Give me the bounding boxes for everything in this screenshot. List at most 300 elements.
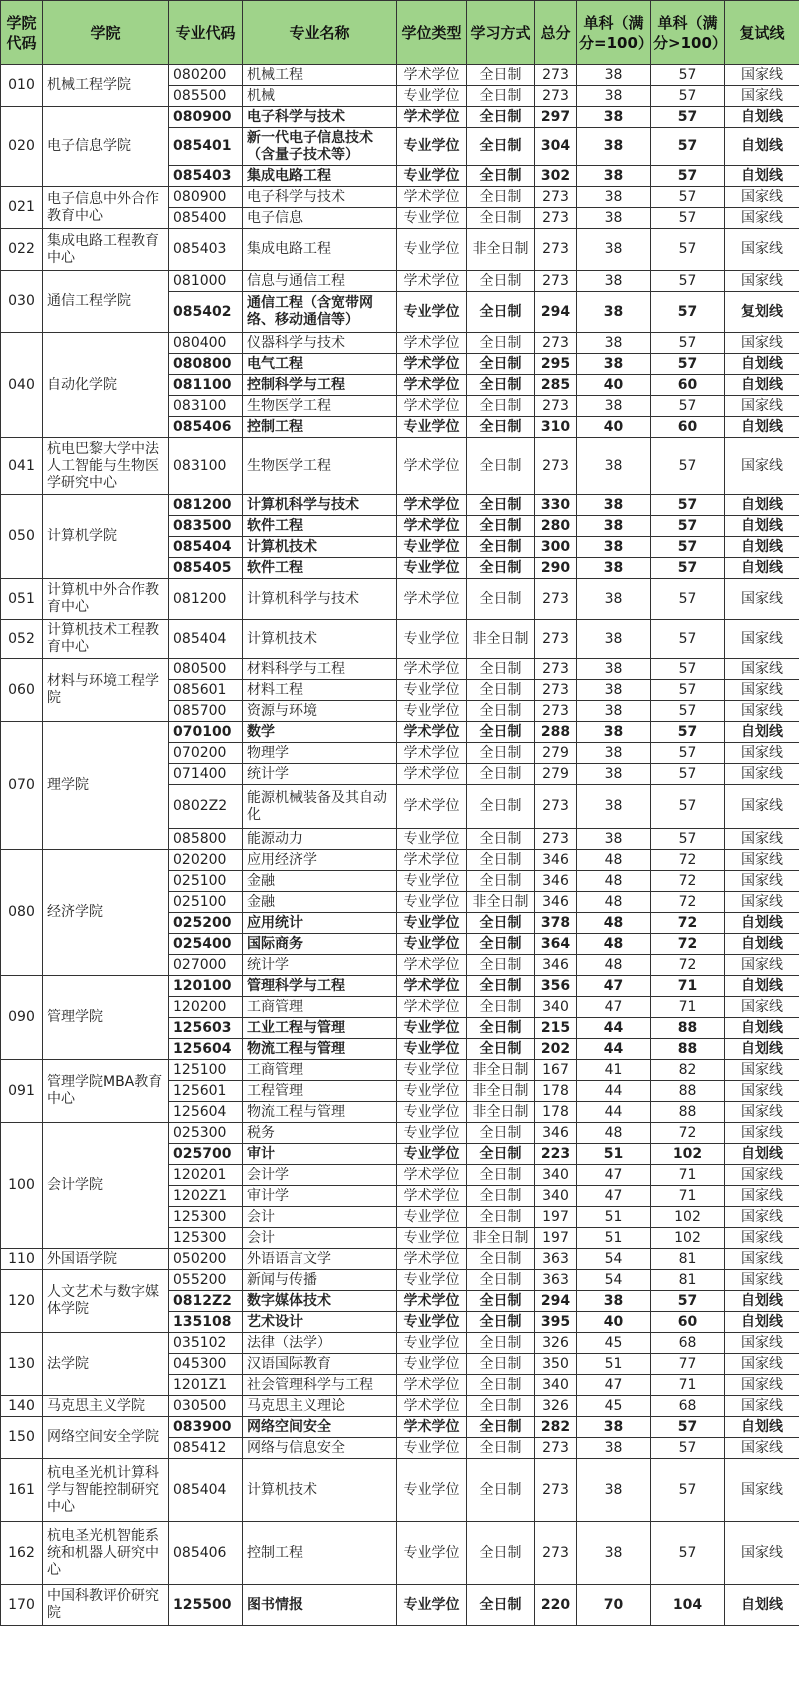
major-code-cell: 025400 xyxy=(169,934,243,955)
total-score-cell: 178 xyxy=(535,1081,577,1102)
single-100-cell: 51 xyxy=(577,1144,651,1165)
degree-type-cell: 学术学位 xyxy=(397,722,467,743)
major-code-cell: 025200 xyxy=(169,913,243,934)
study-mode-cell: 非全日制 xyxy=(467,620,535,659)
retest-line-cell: 国家线 xyxy=(725,892,799,913)
single-100-cell: 44 xyxy=(577,1039,651,1060)
degree-type-cell: 专业学位 xyxy=(397,620,467,659)
college-code-cell: 170 xyxy=(1,1585,43,1626)
degree-type-cell: 专业学位 xyxy=(397,208,467,229)
degree-type-cell: 专业学位 xyxy=(397,166,467,187)
degree-type-cell: 专业学位 xyxy=(397,829,467,850)
major-code-cell: 1202Z1 xyxy=(169,1186,243,1207)
major-code-cell: 083100 xyxy=(169,438,243,495)
major-code-cell: 125100 xyxy=(169,1060,243,1081)
single-over100-cell: 72 xyxy=(651,1123,725,1144)
table-row xyxy=(1,333,799,354)
study-mode-cell: 全日制 xyxy=(467,1018,535,1039)
retest-line-cell: 国家线 xyxy=(725,1354,799,1375)
table-row xyxy=(1,579,799,620)
major-code-cell: 055200 xyxy=(169,1270,243,1291)
single-100-cell: 54 xyxy=(577,1270,651,1291)
total-score-cell: 273 xyxy=(535,579,577,620)
header-degree-type: 学位类型 xyxy=(397,1,467,65)
single-100-cell: 48 xyxy=(577,1123,651,1144)
single-100-cell: 38 xyxy=(577,1417,651,1438)
total-score-cell: 273 xyxy=(535,229,577,271)
total-score-cell: 282 xyxy=(535,1417,577,1438)
college-code-cell: 020 xyxy=(1,107,43,187)
total-score-cell: 273 xyxy=(535,208,577,229)
total-score-cell: 364 xyxy=(535,934,577,955)
college-name-cell: 网络空间安全学院 xyxy=(43,1417,169,1459)
retest-line-cell: 国家线 xyxy=(725,438,799,495)
major-code-cell: 081200 xyxy=(169,579,243,620)
major-name-cell: 物流工程与管理 xyxy=(243,1102,397,1123)
degree-type-cell: 学术学位 xyxy=(397,396,467,417)
study-mode-cell: 全日制 xyxy=(467,187,535,208)
retest-line-cell: 自划线 xyxy=(725,107,799,128)
degree-type-cell: 专业学位 xyxy=(397,229,467,271)
total-score-cell: 273 xyxy=(535,396,577,417)
header-retest-line: 复试线 xyxy=(725,1,799,65)
total-score-cell: 167 xyxy=(535,1060,577,1081)
retest-line-cell: 国家线 xyxy=(725,1522,799,1585)
major-name-cell: 集成电路工程 xyxy=(243,166,397,187)
major-code-cell: 020200 xyxy=(169,850,243,871)
total-score-cell: 197 xyxy=(535,1228,577,1249)
major-code-cell: 085401 xyxy=(169,128,243,166)
major-name-cell: 集成电路工程 xyxy=(243,229,397,271)
major-code-cell: 083900 xyxy=(169,1417,243,1438)
study-mode-cell: 全日制 xyxy=(467,1396,535,1417)
major-code-cell: 125604 xyxy=(169,1039,243,1060)
degree-type-cell: 专业学位 xyxy=(397,1333,467,1354)
single-over100-cell: 57 xyxy=(651,680,725,701)
single-100-cell: 38 xyxy=(577,128,651,166)
total-score-cell: 326 xyxy=(535,1333,577,1354)
retest-line-cell: 国家线 xyxy=(725,785,799,829)
total-score-cell: 356 xyxy=(535,976,577,997)
single-over100-cell: 57 xyxy=(651,128,725,166)
study-mode-cell: 全日制 xyxy=(467,1123,535,1144)
single-100-cell: 40 xyxy=(577,1312,651,1333)
single-100-cell: 38 xyxy=(577,558,651,579)
retest-line-cell: 自划线 xyxy=(725,1291,799,1312)
study-mode-cell: 全日制 xyxy=(467,292,535,333)
table-row xyxy=(1,438,799,495)
retest-line-cell: 国家线 xyxy=(725,955,799,976)
study-mode-cell: 全日制 xyxy=(467,997,535,1018)
college-name-cell: 人文艺术与数字媒体学院 xyxy=(43,1270,169,1333)
major-code-cell: 125601 xyxy=(169,1081,243,1102)
single-over100-cell: 57 xyxy=(651,764,725,785)
single-over100-cell: 71 xyxy=(651,1375,725,1396)
header-major-code: 专业代码 xyxy=(169,1,243,65)
major-code-cell: 085412 xyxy=(169,1438,243,1459)
total-score-cell: 215 xyxy=(535,1018,577,1039)
single-100-cell: 38 xyxy=(577,743,651,764)
major-name-cell: 会计 xyxy=(243,1207,397,1228)
total-score-cell: 340 xyxy=(535,1375,577,1396)
study-mode-cell: 全日制 xyxy=(467,354,535,375)
retest-line-cell: 国家线 xyxy=(725,1333,799,1354)
total-score-cell: 346 xyxy=(535,1123,577,1144)
retest-line-cell: 国家线 xyxy=(725,1375,799,1396)
total-score-cell: 273 xyxy=(535,271,577,292)
study-mode-cell: 全日制 xyxy=(467,955,535,976)
single-100-cell: 38 xyxy=(577,65,651,86)
study-mode-cell: 全日制 xyxy=(467,65,535,86)
college-name-cell: 计算机中外合作教育中心 xyxy=(43,579,169,620)
header-major-name: 专业名称 xyxy=(243,1,397,65)
major-code-cell: 125603 xyxy=(169,1018,243,1039)
degree-type-cell: 专业学位 xyxy=(397,934,467,955)
total-score-cell: 178 xyxy=(535,1102,577,1123)
retest-line-cell: 国家线 xyxy=(725,208,799,229)
degree-type-cell: 学术学位 xyxy=(397,1375,467,1396)
study-mode-cell: 全日制 xyxy=(467,333,535,354)
header-single-over100: 单科（满分>100） xyxy=(651,1,725,65)
major-code-cell: 085403 xyxy=(169,166,243,187)
total-score-cell: 346 xyxy=(535,892,577,913)
single-over100-cell: 88 xyxy=(651,1102,725,1123)
single-over100-cell: 57 xyxy=(651,829,725,850)
total-score-cell: 346 xyxy=(535,871,577,892)
major-name-cell: 应用统计 xyxy=(243,913,397,934)
study-mode-cell: 全日制 xyxy=(467,558,535,579)
study-mode-cell: 全日制 xyxy=(467,934,535,955)
single-over100-cell: 82 xyxy=(651,1060,725,1081)
degree-type-cell: 专业学位 xyxy=(397,1039,467,1060)
retest-line-cell: 国家线 xyxy=(725,1123,799,1144)
study-mode-cell: 非全日制 xyxy=(467,1102,535,1123)
study-mode-cell: 全日制 xyxy=(467,1354,535,1375)
table-row xyxy=(1,107,799,128)
college-code-cell: 080 xyxy=(1,850,43,976)
degree-type-cell: 专业学位 xyxy=(397,1522,467,1585)
degree-type-cell: 专业学位 xyxy=(397,1312,467,1333)
degree-type-cell: 学术学位 xyxy=(397,271,467,292)
retest-line-cell: 自划线 xyxy=(725,516,799,537)
major-name-cell: 马克思主义理论 xyxy=(243,1396,397,1417)
total-score-cell: 273 xyxy=(535,187,577,208)
college-name-cell: 理学院 xyxy=(43,722,169,850)
total-score-cell: 363 xyxy=(535,1270,577,1291)
single-100-cell: 38 xyxy=(577,516,651,537)
retest-line-cell: 自划线 xyxy=(725,1039,799,1060)
major-code-cell: 120100 xyxy=(169,976,243,997)
college-code-cell: 050 xyxy=(1,495,43,579)
college-code-cell: 100 xyxy=(1,1123,43,1249)
single-100-cell: 38 xyxy=(577,292,651,333)
single-100-cell: 38 xyxy=(577,1438,651,1459)
total-score-cell: 304 xyxy=(535,128,577,166)
major-code-cell: 080800 xyxy=(169,354,243,375)
major-name-cell: 网络空间安全 xyxy=(243,1417,397,1438)
single-over100-cell: 68 xyxy=(651,1396,725,1417)
retest-line-cell: 自划线 xyxy=(725,913,799,934)
single-over100-cell: 71 xyxy=(651,997,725,1018)
table-row xyxy=(1,1270,799,1291)
degree-type-cell: 学术学位 xyxy=(397,764,467,785)
college-code-cell: 052 xyxy=(1,620,43,659)
degree-type-cell: 学术学位 xyxy=(397,516,467,537)
major-code-cell: 125500 xyxy=(169,1585,243,1626)
college-name-cell: 马克思主义学院 xyxy=(43,1396,169,1417)
major-name-cell: 电子科学与技术 xyxy=(243,187,397,208)
study-mode-cell: 全日制 xyxy=(467,271,535,292)
total-score-cell: 285 xyxy=(535,375,577,396)
degree-type-cell: 学术学位 xyxy=(397,743,467,764)
single-over100-cell: 57 xyxy=(651,292,725,333)
single-100-cell: 38 xyxy=(577,722,651,743)
table-row xyxy=(1,659,799,680)
single-over100-cell: 88 xyxy=(651,1039,725,1060)
single-over100-cell: 57 xyxy=(651,86,725,107)
major-name-cell: 应用经济学 xyxy=(243,850,397,871)
major-name-cell: 网络与信息安全 xyxy=(243,1438,397,1459)
single-over100-cell: 102 xyxy=(651,1207,725,1228)
college-code-cell: 130 xyxy=(1,1333,43,1396)
total-score-cell: 395 xyxy=(535,1312,577,1333)
retest-line-cell: 自划线 xyxy=(725,722,799,743)
total-score-cell: 294 xyxy=(535,1291,577,1312)
retest-line-cell: 自划线 xyxy=(725,1585,799,1626)
single-over100-cell: 77 xyxy=(651,1354,725,1375)
single-100-cell: 48 xyxy=(577,871,651,892)
major-name-cell: 新一代电子信息技术（含量子技术等） xyxy=(243,128,397,166)
total-score-cell: 300 xyxy=(535,537,577,558)
single-over100-cell: 57 xyxy=(651,537,725,558)
single-over100-cell: 57 xyxy=(651,495,725,516)
study-mode-cell: 全日制 xyxy=(467,1585,535,1626)
retest-line-cell: 国家线 xyxy=(725,86,799,107)
retest-line-cell: 国家线 xyxy=(725,187,799,208)
degree-type-cell: 学术学位 xyxy=(397,850,467,871)
single-100-cell: 51 xyxy=(577,1354,651,1375)
single-over100-cell: 60 xyxy=(651,1312,725,1333)
college-code-cell: 041 xyxy=(1,438,43,495)
table-row xyxy=(1,1333,799,1354)
degree-type-cell: 专业学位 xyxy=(397,1228,467,1249)
single-100-cell: 38 xyxy=(577,86,651,107)
study-mode-cell: 全日制 xyxy=(467,1312,535,1333)
single-over100-cell: 57 xyxy=(651,354,725,375)
major-name-cell: 软件工程 xyxy=(243,558,397,579)
major-name-cell: 数字媒体技术 xyxy=(243,1291,397,1312)
college-name-cell: 管理学院 xyxy=(43,976,169,1060)
degree-type-cell: 学术学位 xyxy=(397,354,467,375)
degree-type-cell: 专业学位 xyxy=(397,537,467,558)
degree-type-cell: 学术学位 xyxy=(397,1396,467,1417)
degree-type-cell: 专业学位 xyxy=(397,1354,467,1375)
single-over100-cell: 57 xyxy=(651,516,725,537)
total-score-cell: 273 xyxy=(535,438,577,495)
retest-line-cell: 国家线 xyxy=(725,1207,799,1228)
major-code-cell: 085404 xyxy=(169,620,243,659)
study-mode-cell: 非全日制 xyxy=(467,1228,535,1249)
degree-type-cell: 学术学位 xyxy=(397,997,467,1018)
major-code-cell: 0802Z2 xyxy=(169,785,243,829)
single-over100-cell: 81 xyxy=(651,1249,725,1270)
major-code-cell: 081200 xyxy=(169,495,243,516)
single-over100-cell: 57 xyxy=(651,579,725,620)
major-name-cell: 税务 xyxy=(243,1123,397,1144)
major-name-cell: 金融 xyxy=(243,892,397,913)
total-score-cell: 302 xyxy=(535,166,577,187)
table-row xyxy=(1,1522,799,1585)
major-code-cell: 085402 xyxy=(169,292,243,333)
college-name-cell: 管理学院MBA教育中心 xyxy=(43,1060,169,1123)
study-mode-cell: 全日制 xyxy=(467,1459,535,1522)
college-code-cell: 060 xyxy=(1,659,43,722)
major-name-cell: 工业工程与管理 xyxy=(243,1018,397,1039)
major-name-cell: 生物医学工程 xyxy=(243,396,397,417)
retest-line-cell: 国家线 xyxy=(725,229,799,271)
college-name-cell: 集成电路工程教育中心 xyxy=(43,229,169,271)
single-over100-cell: 57 xyxy=(651,1459,725,1522)
college-code-cell: 161 xyxy=(1,1459,43,1522)
study-mode-cell: 全日制 xyxy=(467,375,535,396)
retest-line-cell: 自划线 xyxy=(725,976,799,997)
study-mode-cell: 全日制 xyxy=(467,1522,535,1585)
single-over100-cell: 57 xyxy=(651,1438,725,1459)
single-over100-cell: 57 xyxy=(651,1522,725,1585)
single-over100-cell: 57 xyxy=(651,208,725,229)
college-name-cell: 会计学院 xyxy=(43,1123,169,1249)
degree-type-cell: 专业学位 xyxy=(397,1270,467,1291)
major-name-cell: 软件工程 xyxy=(243,516,397,537)
single-100-cell: 47 xyxy=(577,976,651,997)
college-name-cell: 杭电巴黎大学中法人工智能与生物医学研究中心 xyxy=(43,438,169,495)
degree-type-cell: 专业学位 xyxy=(397,680,467,701)
study-mode-cell: 全日制 xyxy=(467,976,535,997)
single-over100-cell: 57 xyxy=(651,333,725,354)
single-100-cell: 38 xyxy=(577,495,651,516)
single-100-cell: 44 xyxy=(577,1081,651,1102)
retest-line-cell: 国家线 xyxy=(725,1186,799,1207)
major-code-cell: 080500 xyxy=(169,659,243,680)
study-mode-cell: 全日制 xyxy=(467,1375,535,1396)
degree-type-cell: 专业学位 xyxy=(397,86,467,107)
major-name-cell: 控制科学与工程 xyxy=(243,375,397,396)
single-over100-cell: 57 xyxy=(651,65,725,86)
major-name-cell: 能源机械装备及其自动化 xyxy=(243,785,397,829)
retest-line-cell: 国家线 xyxy=(725,396,799,417)
retest-line-cell: 自划线 xyxy=(725,166,799,187)
retest-line-cell: 自划线 xyxy=(725,1144,799,1165)
college-code-cell: 040 xyxy=(1,333,43,438)
major-name-cell: 计算机技术 xyxy=(243,537,397,558)
retest-line-cell: 自划线 xyxy=(725,354,799,375)
total-score-cell: 273 xyxy=(535,785,577,829)
total-score-cell: 273 xyxy=(535,620,577,659)
college-name-cell: 机械工程学院 xyxy=(43,65,169,107)
retest-line-cell: 自划线 xyxy=(725,375,799,396)
major-code-cell: 125300 xyxy=(169,1228,243,1249)
degree-type-cell: 专业学位 xyxy=(397,1060,467,1081)
major-code-cell: 025100 xyxy=(169,871,243,892)
major-name-cell: 电气工程 xyxy=(243,354,397,375)
single-100-cell: 38 xyxy=(577,579,651,620)
total-score-cell: 340 xyxy=(535,1165,577,1186)
retest-line-cell: 国家线 xyxy=(725,1102,799,1123)
college-name-cell: 计算机学院 xyxy=(43,495,169,579)
single-over100-cell: 72 xyxy=(651,913,725,934)
single-100-cell: 38 xyxy=(577,1291,651,1312)
total-score-cell: 363 xyxy=(535,1249,577,1270)
retest-line-cell: 国家线 xyxy=(725,1438,799,1459)
degree-type-cell: 学术学位 xyxy=(397,438,467,495)
single-100-cell: 38 xyxy=(577,659,651,680)
single-100-cell: 38 xyxy=(577,333,651,354)
retest-line-cell: 自划线 xyxy=(725,558,799,579)
degree-type-cell: 专业学位 xyxy=(397,1585,467,1626)
major-name-cell: 物流工程与管理 xyxy=(243,1039,397,1060)
single-over100-cell: 71 xyxy=(651,976,725,997)
study-mode-cell: 全日制 xyxy=(467,107,535,128)
college-code-cell: 162 xyxy=(1,1522,43,1585)
single-100-cell: 38 xyxy=(577,438,651,495)
major-name-cell: 信息与通信工程 xyxy=(243,271,397,292)
degree-type-cell: 专业学位 xyxy=(397,1438,467,1459)
total-score-cell: 273 xyxy=(535,659,577,680)
single-over100-cell: 88 xyxy=(651,1018,725,1039)
degree-type-cell: 学术学位 xyxy=(397,107,467,128)
major-name-cell: 审计学 xyxy=(243,1186,397,1207)
table-row xyxy=(1,722,799,743)
header-college-code: 学院代码 xyxy=(1,1,43,65)
single-over100-cell: 71 xyxy=(651,1186,725,1207)
total-score-cell: 330 xyxy=(535,495,577,516)
single-100-cell: 51 xyxy=(577,1228,651,1249)
major-code-cell: 083500 xyxy=(169,516,243,537)
single-100-cell: 44 xyxy=(577,1018,651,1039)
single-over100-cell: 71 xyxy=(651,1165,725,1186)
retest-line-cell: 国家线 xyxy=(725,65,799,86)
single-100-cell: 38 xyxy=(577,354,651,375)
degree-type-cell: 学术学位 xyxy=(397,375,467,396)
study-mode-cell: 全日制 xyxy=(467,1291,535,1312)
degree-type-cell: 专业学位 xyxy=(397,871,467,892)
major-code-cell: 083100 xyxy=(169,396,243,417)
table-row xyxy=(1,850,799,871)
major-name-cell: 国际商务 xyxy=(243,934,397,955)
major-name-cell: 数学 xyxy=(243,722,397,743)
single-over100-cell: 72 xyxy=(651,850,725,871)
single-100-cell: 51 xyxy=(577,1207,651,1228)
total-score-cell: 273 xyxy=(535,1522,577,1585)
major-code-cell: 125604 xyxy=(169,1102,243,1123)
single-over100-cell: 57 xyxy=(651,166,725,187)
major-name-cell: 审计 xyxy=(243,1144,397,1165)
single-100-cell: 40 xyxy=(577,417,651,438)
single-100-cell: 47 xyxy=(577,1375,651,1396)
retest-line-cell: 国家线 xyxy=(725,829,799,850)
study-mode-cell: 全日制 xyxy=(467,417,535,438)
single-100-cell: 45 xyxy=(577,1333,651,1354)
header-total: 总分 xyxy=(535,1,577,65)
degree-type-cell: 专业学位 xyxy=(397,1459,467,1522)
college-name-cell: 自动化学院 xyxy=(43,333,169,438)
single-over100-cell: 104 xyxy=(651,1585,725,1626)
major-name-cell: 新闻与传播 xyxy=(243,1270,397,1291)
study-mode-cell: 全日制 xyxy=(467,764,535,785)
total-score-cell: 273 xyxy=(535,1438,577,1459)
study-mode-cell: 全日制 xyxy=(467,1438,535,1459)
study-mode-cell: 非全日制 xyxy=(467,1081,535,1102)
